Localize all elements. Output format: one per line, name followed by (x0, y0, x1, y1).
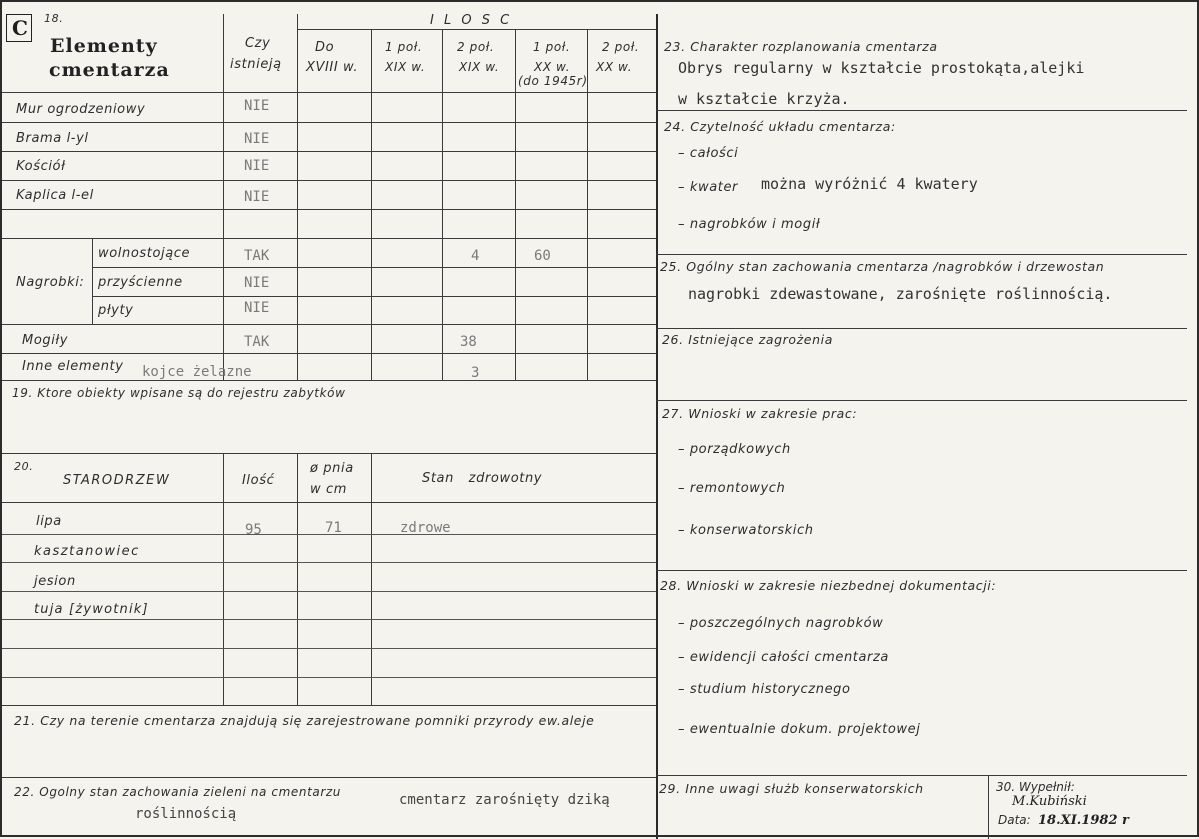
grid-line (2, 180, 656, 181)
q30-date-label: Data: (998, 813, 1031, 827)
q26-label: 26. Istniejące zagrożenia (662, 332, 833, 347)
tree-name: kasztanowiec (34, 544, 140, 559)
q28-item-3: – studium historycznego (678, 682, 851, 697)
col-header: Do (315, 40, 335, 55)
q21-label: 21. Czy na terenie cmentarza znajdują się zarejestrowane pomniki przyrody ew.aleje (14, 713, 595, 728)
value-czy: NIE (244, 158, 270, 174)
grid-line (656, 254, 1187, 255)
value-count: 3 (471, 365, 480, 381)
field-number: 18. (44, 12, 64, 25)
row-label-wolnostojace: wolnostojące (98, 246, 191, 261)
grid-line (2, 238, 656, 239)
grid-line (2, 619, 656, 620)
grid-line (515, 29, 516, 380)
grid-line (2, 562, 656, 563)
grid-line (371, 453, 372, 705)
grid-line (2, 324, 656, 325)
q24-item-3: – nagrobków i mogił (678, 217, 821, 232)
q22-answer-2: roślinnością (135, 806, 237, 822)
q23-label: 23. Charakter rozplanowania cmentarza (664, 39, 938, 54)
grid-line (297, 14, 298, 380)
col-header: 2 poł. (457, 40, 495, 54)
grid-line (442, 29, 443, 380)
value-czy: NIE (244, 131, 270, 147)
center-divider (656, 14, 658, 839)
col-header: 1 poł. (533, 40, 571, 54)
q27-item-1: – porządkowych (678, 442, 791, 457)
q28-item-2: – ewidencji całości cmentarza (678, 650, 889, 665)
q27-item-2: – remontowych (678, 481, 786, 496)
section-title-line2: cmentarza (49, 59, 170, 81)
col-header: 2 poł. (602, 40, 640, 54)
ilosc-header: I L O S C (430, 13, 513, 28)
q25-answer: nagrobki zdewastowane, zarośnięte roślinnością. (688, 285, 1113, 303)
q27-item-3: – konserwatorskich (678, 523, 814, 538)
tree-name: tuja [żywotnik] (34, 602, 149, 617)
grid-line (656, 110, 1187, 111)
q22-label: 22. Ogolny stan zachowania zieleni na cmentarzu (14, 785, 341, 799)
q25-label: 25. Ogólny stan zachowania cmentarza /nagrobków i drzewostan (660, 259, 1105, 274)
grid-line (92, 267, 656, 268)
grid-line (297, 29, 656, 30)
q28-label: 28. Wnioski w zakresie niezbednej dokumentacji: (660, 578, 997, 593)
q29-label: 29. Inne uwagi służb konserwatorskich (659, 781, 924, 796)
tree-state: zdrowe (400, 520, 451, 536)
row-label-nagrobki: Nagrobki: (16, 275, 85, 290)
grid-line (2, 677, 656, 678)
q30-name: M.Kubiński (1012, 794, 1087, 809)
row-label-kosciol: Kościół (16, 159, 66, 174)
grid-line (656, 775, 1187, 776)
row-label-mur: Mur ogrodzeniowy (16, 102, 146, 117)
col-header: XX w. (596, 60, 633, 74)
row-label-brama: Brama l-yl (16, 131, 89, 146)
q24-item-2-answer: można wyróżnić 4 kwatery (761, 175, 978, 193)
grid-line (656, 328, 1187, 329)
grid-line (2, 122, 656, 123)
col-header: XIX w. (385, 60, 426, 74)
q28-item-4: – ewentualnie dokum. projektowej (678, 722, 921, 737)
q20-number: 20. (14, 460, 34, 473)
q24-item-2: – kwater (678, 180, 738, 195)
value-czy: TAK (244, 334, 270, 350)
grid-line (2, 453, 656, 454)
value-count: 60 (534, 248, 551, 264)
value-czy: TAK (244, 248, 270, 264)
czy-header-1: Czy (245, 36, 271, 51)
q22-answer-1: cmentarz zarośnięty dziką (399, 792, 610, 808)
row-label-przyscienne: przyścienne (98, 275, 183, 290)
value-czy: NIE (244, 275, 270, 291)
q20-header-qty: Ilość (242, 473, 275, 488)
grid-line (2, 502, 656, 503)
grid-line (223, 14, 224, 380)
q24-item-1: – całości (678, 146, 739, 161)
grid-line (297, 453, 298, 705)
grid-line (2, 380, 656, 381)
grid-line (2, 648, 656, 649)
value-czy: NIE (244, 300, 270, 316)
col-header: XX w. (534, 60, 571, 74)
grid-line (656, 400, 1187, 401)
grid-line (656, 570, 1187, 571)
q20-header-state: Stan zdrowotny (422, 471, 543, 486)
row-label-kaplica: Kaplica l-el (16, 188, 94, 203)
row-label-inne: Inne elementy (22, 359, 124, 374)
grid-line (2, 591, 656, 592)
section-letter-box (6, 14, 32, 42)
col-header: XVIII w. (306, 60, 359, 75)
tree-qty: 95 (245, 522, 262, 538)
q20-header-diam-1: ø pnia (310, 461, 354, 476)
czy-header-2: istnieją (230, 57, 282, 72)
q23-answer-2: w kształcie krzyża. (678, 90, 850, 108)
row-label-mogily: Mogiły (22, 333, 69, 348)
q20-header-name: STARODRZEW (63, 473, 171, 488)
grid-line (371, 29, 372, 380)
grid-line (2, 92, 656, 93)
tree-name: lipa (36, 514, 62, 529)
grid-line (223, 453, 224, 705)
section-title-line1: Elementy (50, 35, 158, 57)
q30-label: 30. Wypełnił: (996, 780, 1075, 794)
q28-item-1: – poszczególnych nagrobków (678, 616, 884, 631)
tree-name: jesion (34, 574, 76, 589)
value-inne: kojce żelazne (142, 364, 252, 380)
row-label-plyty: płyty (98, 303, 134, 318)
q24-label: 24. Czytelność układu cmentarza: (664, 119, 896, 134)
section-letter: C (12, 16, 28, 40)
col-header: 1 poł. (385, 40, 423, 54)
q19-label: 19. Ktore obiekty wpisane są do rejestru zabytków (12, 386, 346, 400)
grid-line (2, 151, 656, 152)
grid-line (92, 238, 93, 324)
value-czy: NIE (244, 98, 270, 114)
q23-answer-1: Obrys regularny w kształcie prostokąta,alejki (678, 59, 1085, 77)
grid-line (2, 353, 656, 354)
col-header: XIX w. (459, 60, 500, 74)
col-header: (do 1945r) (518, 74, 588, 88)
q30-date: 18.XI.1982 r (1038, 813, 1129, 828)
value-count: 4 (471, 248, 480, 264)
q20-header-diam-2: w cm (310, 482, 347, 497)
q27-label: 27. Wnioski w zakresie prac: (662, 406, 858, 421)
grid-line (92, 296, 656, 297)
value-count: 38 (460, 334, 477, 350)
grid-line (2, 705, 656, 706)
value-czy: NIE (244, 189, 270, 205)
grid-line (2, 209, 656, 210)
grid-line (988, 775, 989, 839)
grid-line (2, 777, 656, 778)
tree-diam: 71 (325, 520, 342, 536)
